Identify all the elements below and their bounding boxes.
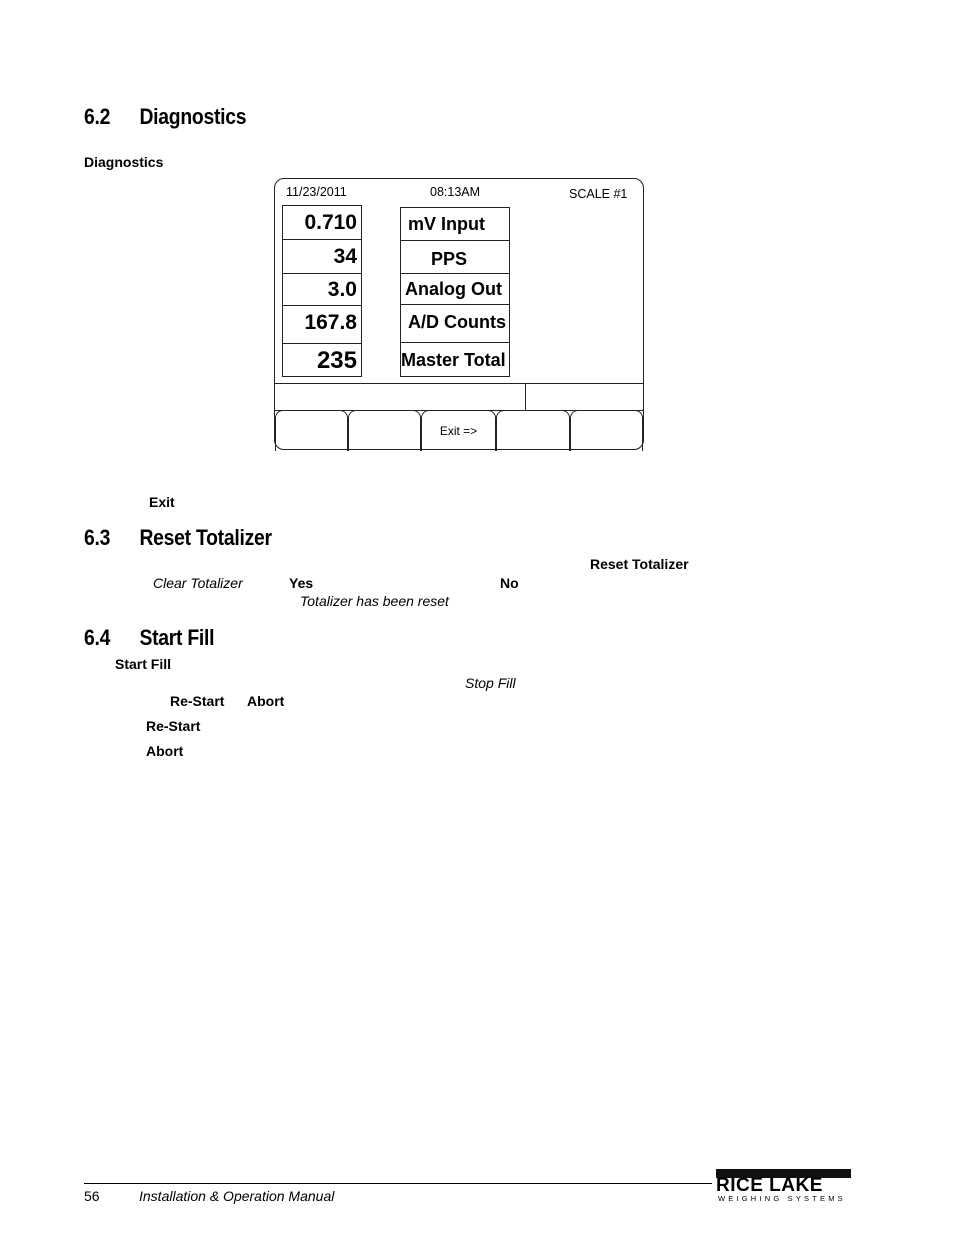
screen-date: 11/23/2011 (286, 185, 347, 199)
diagnostics-term: Diagnostics (84, 154, 164, 170)
footer-rule (84, 1183, 712, 1184)
section-heading-diagnostics (84, 104, 246, 130)
softkey-1[interactable] (275, 410, 348, 451)
exit-term: Exit (149, 494, 175, 510)
screen-divider (275, 383, 643, 384)
screen-time: 08:13AM (430, 185, 481, 199)
diagnostics-screen (274, 178, 644, 450)
value-master-total: 235 (316, 347, 357, 374)
totalizer-reset-message: Totalizer has been reset (300, 593, 449, 609)
section-title: Diagnostics (139, 104, 247, 129)
section-title: Start Fill (139, 625, 215, 650)
start-fill-term: Start Fill (115, 656, 172, 672)
clear-totalizer-prompt: Clear Totalizer (153, 575, 243, 591)
label-pps: PPS (401, 241, 509, 274)
restart-term: Re-Start (170, 693, 225, 709)
abort-term: Abort (247, 693, 285, 709)
section-number: 6.2 (84, 104, 111, 129)
section-number: 6.3 (84, 525, 111, 550)
softkey-4[interactable] (496, 410, 570, 451)
softkey-2[interactable] (348, 410, 421, 451)
labels-column (400, 207, 510, 377)
value-mv-input: 0.710 (283, 206, 361, 240)
reset-totalizer-term: Reset Totalizer (590, 556, 689, 572)
label-master-total: Master Total (401, 350, 506, 370)
restart-item: Re-Start (146, 718, 201, 734)
section-heading-start-fill (84, 625, 214, 651)
section-heading-reset-totalizer (84, 525, 272, 551)
value-analog-out: 3.0 (283, 274, 361, 306)
screen-status-divider (525, 383, 526, 410)
values-column (282, 205, 362, 377)
value-ad-counts: 167.8 (283, 306, 361, 344)
logo-subtitle: WEIGHING SYSTEMS (718, 1194, 846, 1203)
rice-lake-logo: RICE LAKE (716, 1175, 823, 1196)
label-mv-input: mV Input (401, 208, 509, 241)
softkey-5[interactable] (570, 410, 643, 451)
screen-scale: SCALE #1 (569, 187, 628, 201)
section-number: 6.4 (84, 625, 111, 650)
label-analog-out: Analog Out (401, 274, 509, 305)
no-term: No (500, 575, 519, 591)
softkey-exit[interactable]: Exit => (421, 410, 496, 451)
yes-term: Yes (289, 575, 314, 591)
value-pps: 34 (283, 240, 361, 274)
stop-fill-term: Stop Fill (465, 675, 516, 691)
section-title: Reset Totalizer (139, 525, 272, 550)
abort-item: Abort (146, 743, 184, 759)
manual-title: Installation & Operation Manual (139, 1188, 335, 1204)
label-ad-counts: A/D Counts (401, 305, 509, 343)
page-number: 56 (84, 1188, 100, 1204)
